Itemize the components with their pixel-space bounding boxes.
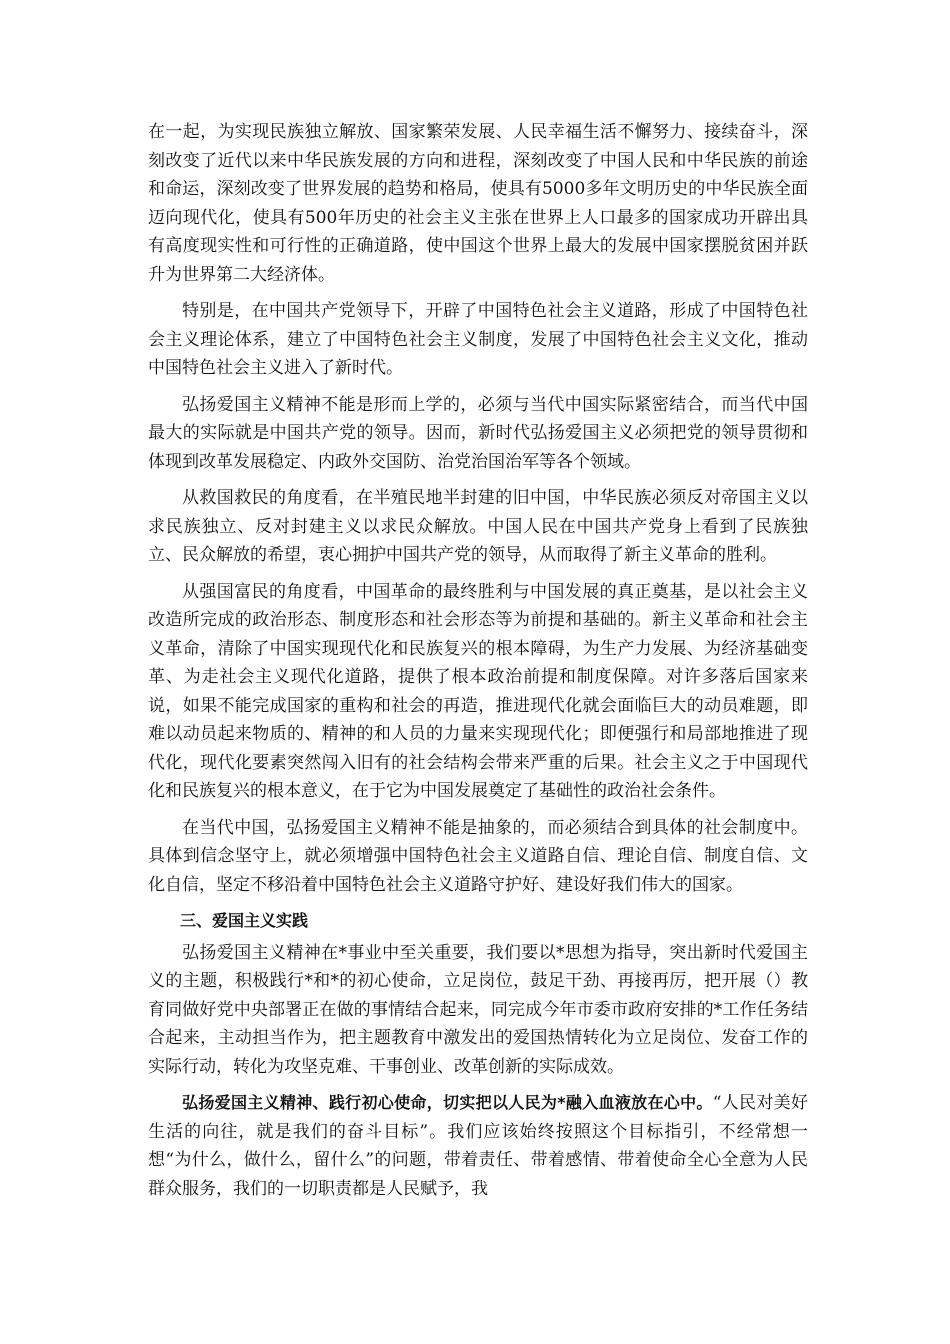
body-paragraph-2: 特别是，在中国共产党领导下，开辟了中国特色社会主义道路，形成了中国特色社会主义理论体系，建立了中国特色社会主义制度，发展了中国特色社会主义文化，推动中国特色社会主义进入了新时代。 [148,301,808,378]
body-paragraph-1: 在一起，为实现民族独立解放、国家繁荣发展、人民幸福生活不懈努力、接续奋斗，深刻改变了近代以来中华民族发展的方向和进程，深刻改变了中国人民和中华民族的前途和命运，深刻改变了世界发展的趋势和格局，使具有5000多年文明历史的中华民族全面迈向现代化，使具有500年历史的社会主义主张在世界上人口最多的国家成功开辟出具有高度现实性和可行性的正确道路，使中国这个世界上最大的发展中国家摆脱贫困并跃升为世界第二大经济体。 [148,122,808,285]
body-paragraph-3: 弘扬爱国主义精神不能是形而上学的，必须与当代中国实际紧密结合，而当代中国最大的实际就是中国共产党的领导。因而，新时代弘扬爱国主义必须把党的领导贯彻和体现到改革发展稳定、内政外交国防、治党治国治军等各个领域。 [148,394,808,472]
body-paragraph-6: 在当代中国，弘扬爱国主义精神不能是抽象的，而必须结合到具体的社会制度中。具体到信念坚守上，就必须增强中国特色社会主义道路自信、理论自信、制度自信、文化自信，坚定不移沿着中国特色社会主义道路守护好、建设好我们伟大的国家。 [148,817,808,895]
paragraph-text: “人民对美好生活的向往，就是我们的奋斗目标”。我们应该始终按照这个目标指引，不经常想一想“为什么，做什么，留什么”的问题，带着责任、带着感情、带着使命全心全意为人民群众服务，我们的一切职责都是人民赋予，我 [148,1093,808,1199]
body-paragraph-5: 从强国富民的角度看，中国革命的最终胜利与中国发展的真正奠基，是以社会主义改造所完成的政治形态、制度形态和社会形态等为前提和基础的。新主义革命和社会主义革命，清除了中国实现现代化和民族复兴的根本障碍，为生产力发展、为经济基础变革、为走社会主义现代化道路，提供了根本政治前提和制度保障。对许多落后国家来说，如果不能完成国家的重构和社会的再造，推进现代化就会面临巨大的动员难题，即难以动员起来物质的、精神的和人员的力量来实现现代化；即便强行和局部地推进了现代化，现代化要素突然闯入旧有的社会结构会带来严重的后果。社会主义之于中国现代化和民族复兴的根本意义，在于它为中国发展奠定了基础性的政治社会条件。 [148,581,808,801]
document-body [148,118,808,1211]
section-heading: 三、爱国主义实践 [180,911,309,930]
body-paragraph-4: 从救国救民的角度看，在半殖民地半封建的旧中国，中华民族必须反对帝国主义以求民族独立、反对封建主义以求民众解放。中国人民在中国共产党身上看到了民族独立、民众解放的希望，衷心拥护中国共产党的领导，从而取得了新主义革命的胜利。 [148,488,808,565]
body-paragraph-7: 弘扬爱国主义精神在*事业中至关重要，我们要以*思想为指导，突出新时代爱国主义的主题，积极践行*和*的初心使命，立足岗位，鼓足干劲、再接再厉，把开展（）教育同做好党中央部署正在做的事情结合起来，同完成今年市委市政府安排的*工作任务结合起来，主动担当作为，把主题教育中激发出的爱国热情转化为立足岗位、发奋工作的实际行动，转化为攻坚克难、干事创业、改革创新的实际成效。 [148,942,808,1077]
paragraph-bold-lead: 弘扬爱国主义精神、践行初心使命，切实把以人民为*融入血液放在心中。 [182,1093,713,1112]
body-paragraph-8 [148,1089,808,1203]
